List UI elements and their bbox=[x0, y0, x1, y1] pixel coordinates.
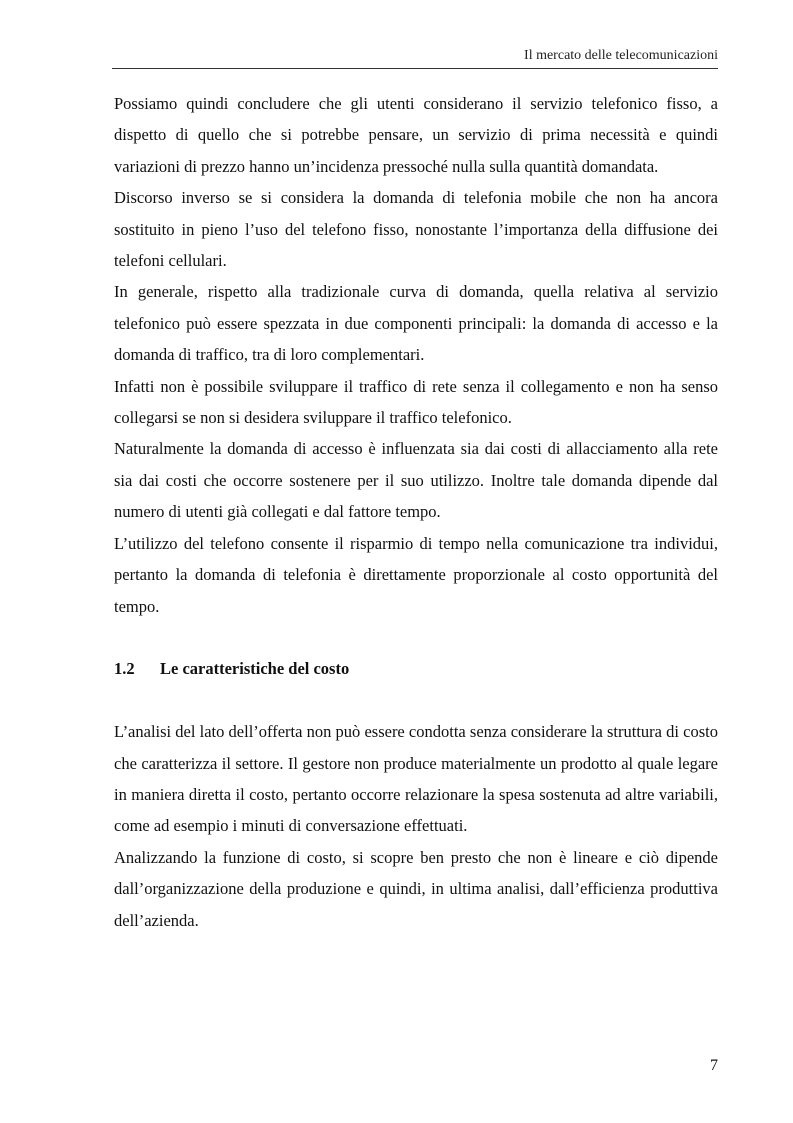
paragraph-access-demand: Naturalmente la domanda di accesso è influenzata sia dai costi di allacciamento alla rete sia dai costi che occorre sostenere per il suo utilizzo. Inoltre tale domanda dipende dal numero di utenti già collegati e dal fattore tempo. bbox=[114, 439, 718, 522]
section-heading bbox=[114, 653, 718, 684]
header-rule bbox=[112, 68, 718, 69]
page-body bbox=[114, 88, 718, 936]
paragraph-supply-side: L’analisi del lato dell’offerta non può essere condotta senza considerare la struttura di costo che caratterizza il settore. Il gestore non produce materialmente un prodotto al quale legare in maniera diretta il costo, pertanto occorre relazionare la spesa sostenuta ad altre variabili, come ad esempio i minuti di conversazione effettuati. bbox=[114, 722, 718, 836]
section-number: 1.2 bbox=[114, 659, 135, 679]
paragraph-demand-components: In generale, rispetto alla tradizionale curva di domanda, quella relativa al servizio telefonico può essere spezzata in due componenti principali: la domanda di accesso e la domanda di traffico, tra di loro complementari. bbox=[114, 282, 718, 365]
paragraph-time-saving: L’utilizzo del telefono consente il risparmio di tempo nella comunicazione tra individui, pertanto la domanda di telefonia è direttamente proporzionale al costo opportunità del tempo. bbox=[114, 533, 718, 616]
page-number: 7 bbox=[710, 1057, 718, 1074]
paragraph-traffic-link: Infatti non è possibile sviluppare il traffico di rete senza il collegamento e non ha senso collegarsi se non si desidera sviluppare il traffico telefonico. bbox=[114, 376, 718, 428]
paragraph-mobile-demand: Discorso inverso se si considera la domanda di telefonia mobile che non ha ancora sostituito in pieno l’uso del telefono fisso, nonostante l’importanza della diffusione dei telefoni cellulari. bbox=[114, 188, 718, 271]
section-title: Le caratteristiche del costo bbox=[160, 659, 350, 679]
paragraph-cost-function: Analizzando la funzione di costo, si scopre ben presto che non è lineare e ciò dipende dall’organizzazione della produzione e quindi, in ultima analisi, dall’efficienza produttiva dell’azienda. bbox=[114, 847, 718, 930]
running-header: Il mercato delle telecomunicazioni bbox=[524, 48, 718, 63]
paragraph-conclusion: Possiamo quindi concludere che gli utenti considerano il servizio telefonico fisso, a dispetto di quello che si potrebbe pensare, un servizio di prima necessità e quindi variazioni di prezzo hanno un’incidenza pressoché nulla sulla quantità domandata. bbox=[114, 94, 718, 176]
